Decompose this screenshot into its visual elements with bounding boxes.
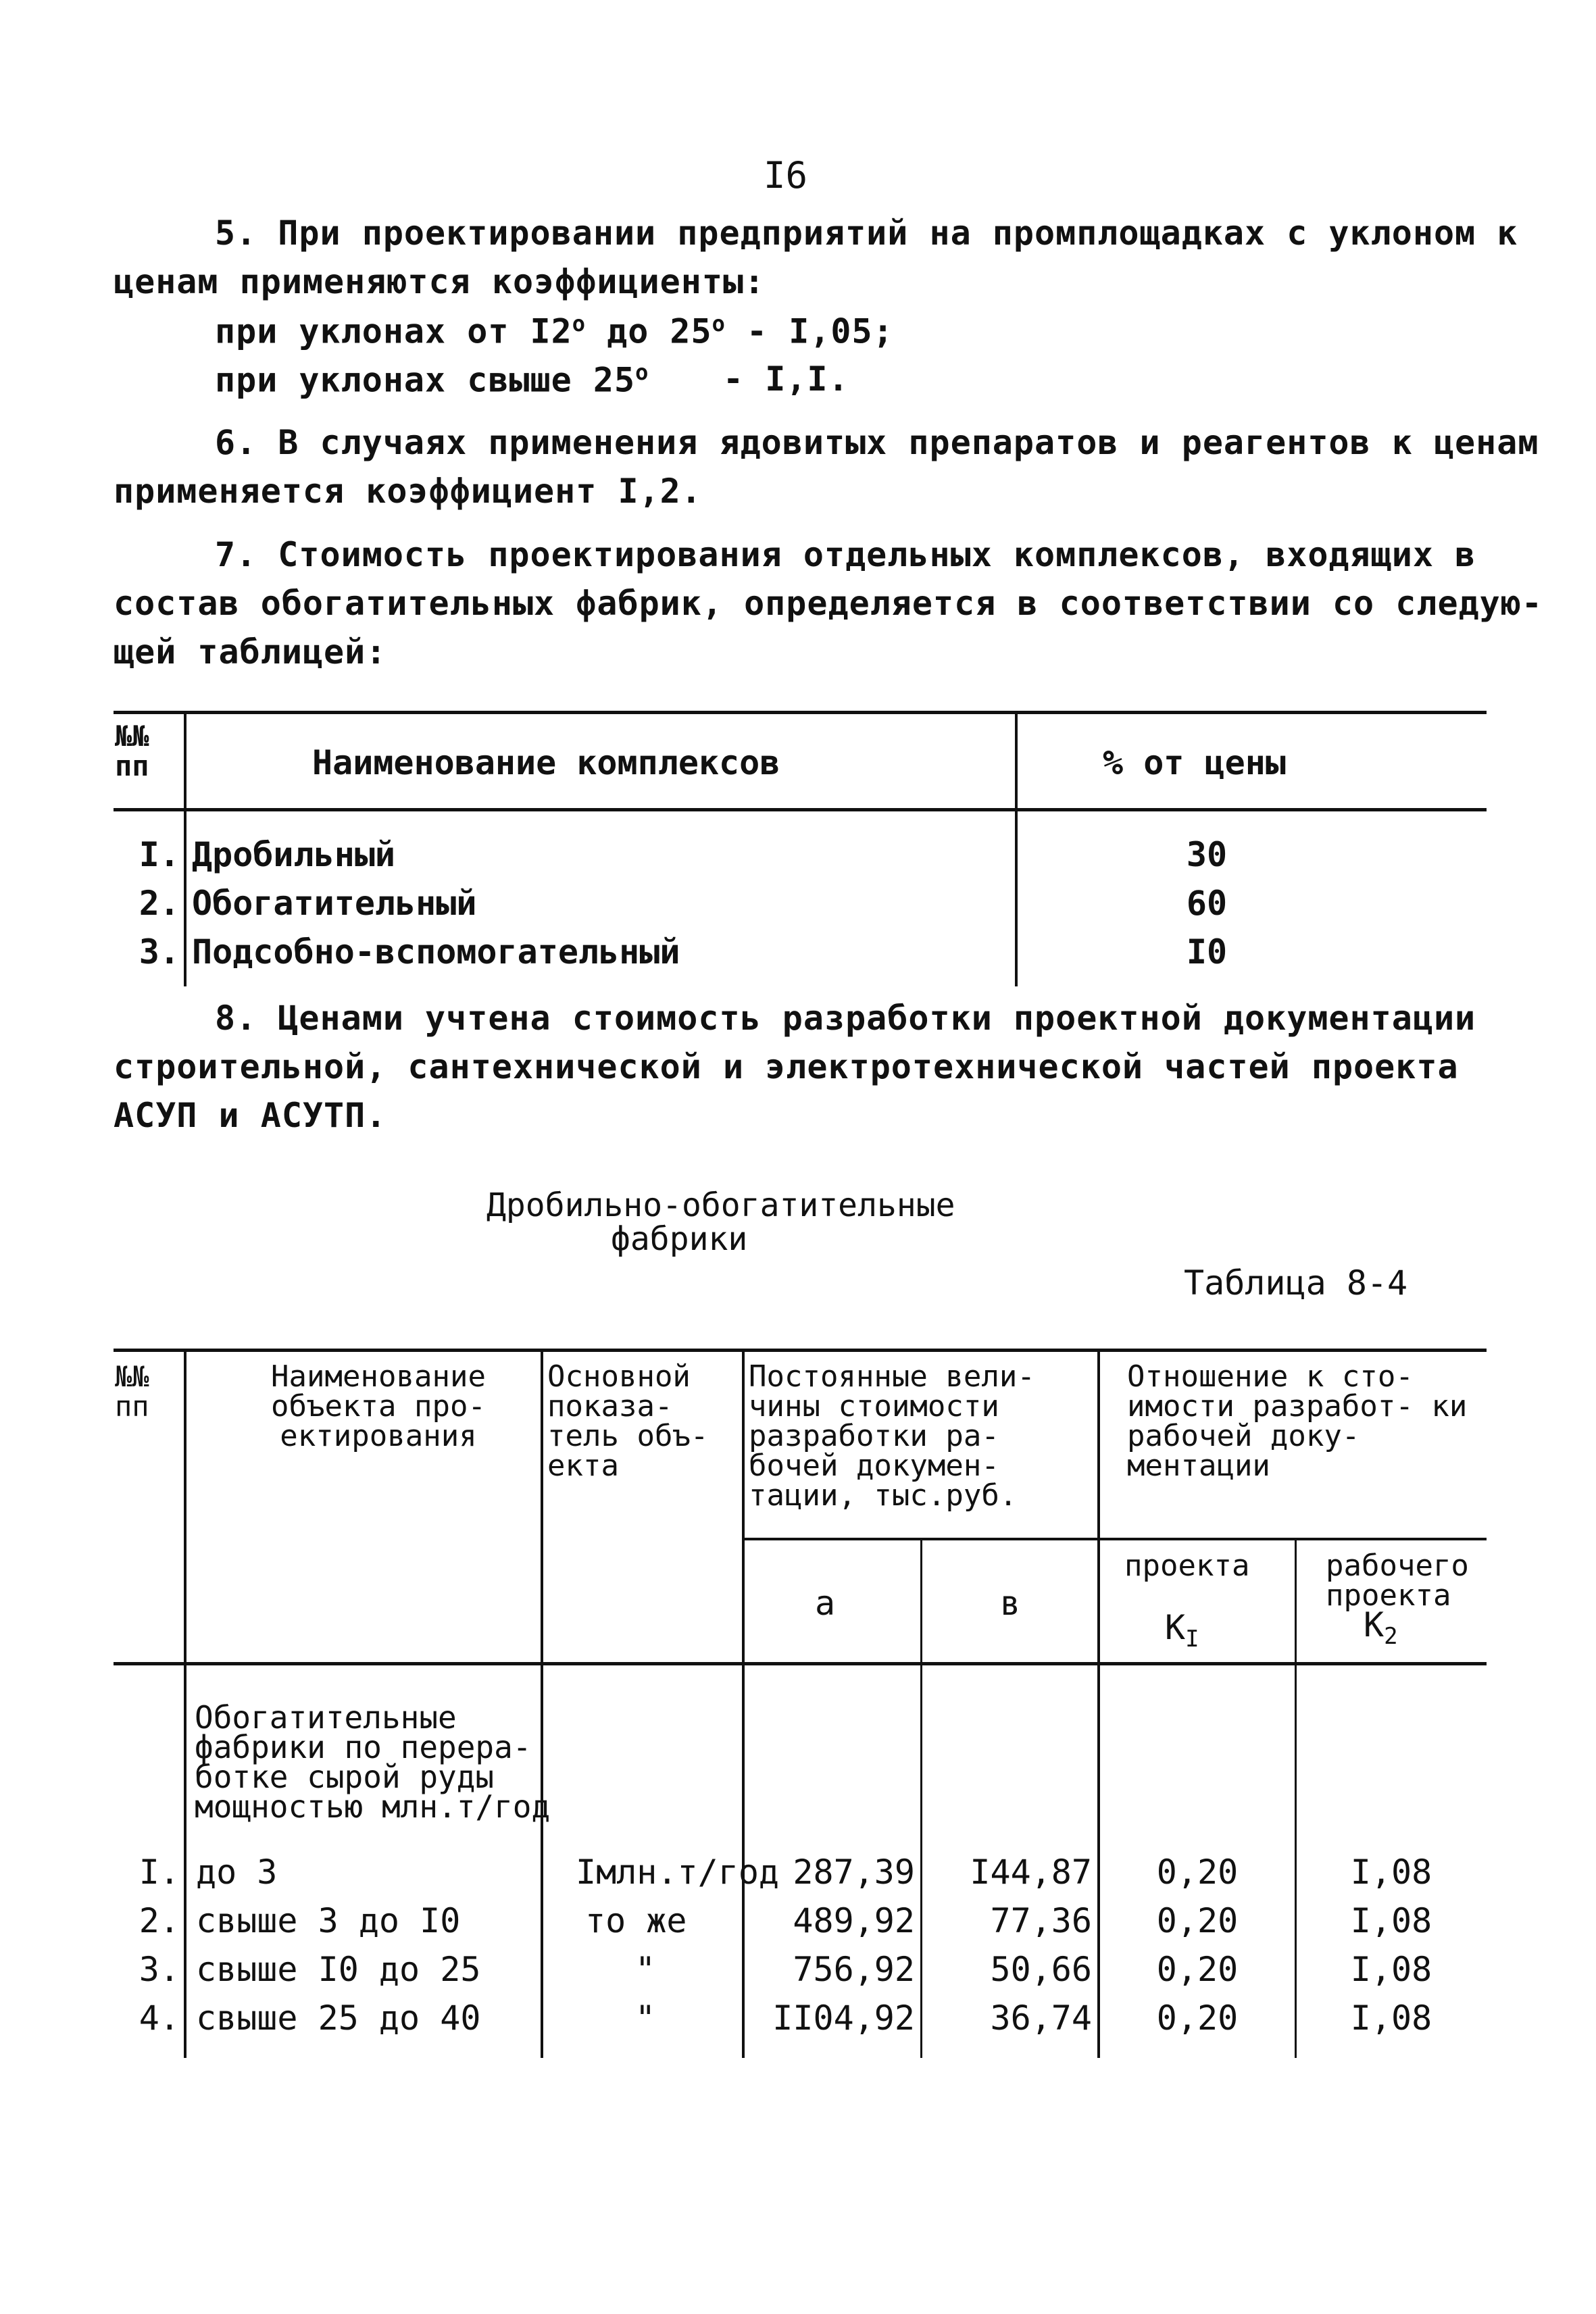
page-number: I6	[764, 154, 808, 197]
section-title-line2: фабрики	[611, 1220, 748, 1258]
table2-col-divider-5	[1097, 1349, 1100, 2058]
table2-header-k2	[1364, 1605, 1398, 1650]
table2-row-b: 36,74	[990, 1998, 1092, 2038]
k2-subscript: 2	[1384, 1623, 1398, 1650]
table2-row-num: 3.	[139, 1950, 180, 1989]
table2-row-b: 50,66	[990, 1950, 1092, 1989]
table1-row-percent: 30	[1186, 835, 1228, 874]
para7-line1: 7. Стоимость проектирования отдельных комплексов, входящих в	[215, 535, 1476, 574]
table2-row-a: II04,92	[772, 1998, 915, 2038]
k1-symbol: К	[1165, 1608, 1186, 1647]
table2-row-a: 756,92	[793, 1950, 915, 1989]
k2-symbol: К	[1364, 1605, 1385, 1644]
degree-sup-3: o	[635, 359, 649, 385]
table1-row-name: Подсобно-вспомогательный	[192, 932, 680, 972]
table2-col-divider-3	[742, 1349, 745, 2058]
table2-col-divider-1	[184, 1349, 186, 2058]
para6-line1: 6. В случаях применения ядовитых препаратов и реагентов к ценам	[215, 423, 1539, 462]
para7-line3: щей таблицей:	[114, 632, 387, 672]
table1-header-rule	[114, 808, 1487, 811]
section-title-line1: Дробильно-обогатительные	[487, 1186, 955, 1224]
para5-line1: 5. При проектировании предприятий на промплощадках с уклоном к	[215, 213, 1518, 253]
para5-line2: ценам применяются коэффициенты:	[114, 262, 766, 301]
para7-line2: состав обогатительных фабрик, определяется в соответствии со следую-	[114, 584, 1543, 623]
para6-line2: применяется коэффициент I,2.	[114, 472, 702, 511]
table2-header-k2-label: рабочего проекта	[1326, 1549, 1469, 1613]
slope-text-2: при уклонах свыше 25	[215, 360, 636, 400]
table2-row-indicator: "	[635, 1950, 656, 1989]
table2-row-indicator: "	[635, 1998, 656, 2038]
table1-row-percent: 60	[1186, 884, 1228, 923]
table1-header-name: Наименование комплексов	[312, 743, 780, 782]
slope-value-2: - I,I.	[723, 359, 849, 399]
table2-top-rule	[114, 1349, 1487, 1352]
table2-header-rule	[114, 1662, 1487, 1665]
table1-row-name: Обогатительный	[192, 884, 477, 923]
table2-header-constant: Постоянные вели- чины стоимости разработки ра- бочей докумен- тации, тыс.руб.	[749, 1359, 1035, 1513]
table2-col-divider-4	[920, 1538, 922, 2058]
table1-top-rule	[114, 711, 1487, 714]
para5-line3	[215, 311, 894, 351]
header-num-line1: №№	[115, 720, 149, 753]
table2-row-a: 489,92	[793, 1901, 915, 1940]
para5-line4	[215, 359, 649, 400]
table2-row-k1: 0,20	[1156, 1901, 1239, 1940]
table1-row-num: I.	[139, 835, 180, 874]
table2-row-k2: I,08	[1350, 1853, 1432, 1892]
slope-mid: до 25	[586, 311, 712, 351]
table2-header-k1-label: проекта	[1124, 1549, 1250, 1583]
header-num-line2: пп	[115, 749, 149, 782]
table2-row-indicator: Iмлн.т/год	[576, 1853, 780, 1892]
table2-row-a: 287,39	[793, 1853, 915, 1892]
slope-text-1: при уклонах от I2	[215, 311, 572, 351]
para8-line1: 8. Ценами учтена стоимость разработки проектной документации	[215, 999, 1476, 1038]
table2-row-name: свыше 3 до I0	[196, 1901, 461, 1940]
table2-header-ratio: Отношение к сто- имости разработ- ки рабочей доку- ментации	[1127, 1359, 1468, 1483]
table2-row-num: I.	[139, 1853, 180, 1892]
para8-line2: строительной, сантехнической и электротехнической частей проекта	[114, 1047, 1459, 1086]
table2-row-k1: 0,20	[1156, 1998, 1239, 2038]
table2-header-b: в	[1000, 1584, 1021, 1623]
table2-header-k1	[1165, 1608, 1199, 1653]
table2-row-k1: 0,20	[1156, 1950, 1239, 1989]
table1-row-name: Дробильный	[192, 835, 396, 874]
table1-row-num: 3.	[139, 932, 180, 972]
table1-row-num: 2.	[139, 884, 180, 923]
table2-header-indicator: Основной показа- тель объ- екта	[547, 1359, 709, 1483]
degree-sup-1: o	[572, 311, 587, 336]
table2-row-k2: I,08	[1350, 1998, 1432, 2038]
k1-subscript: I	[1185, 1626, 1199, 1653]
table2-row-name: свыше I0 до 25	[196, 1950, 481, 1989]
table1-header-percent: % от цены	[1103, 743, 1286, 782]
table2-subheader-rule	[742, 1538, 1487, 1540]
table2-header-a: а	[815, 1584, 836, 1623]
table-label: Таблица 8-4	[1184, 1263, 1408, 1303]
table2-group-title: Обогатительные фабрики по перера- ботке сырой руды мощностью млн.т/год	[195, 1699, 551, 1825]
table1-header-num	[115, 722, 149, 781]
table2-row-k1: 0,20	[1156, 1853, 1239, 1892]
table2-row-k2: I,08	[1350, 1950, 1432, 1989]
table2-row-indicator: то же	[585, 1901, 687, 1940]
table2-row-num: 2.	[139, 1901, 180, 1940]
para8-line3: АСУП и АСУТП.	[114, 1096, 387, 1135]
table1-row-percent: I0	[1186, 932, 1228, 972]
table2-row-k2: I,08	[1350, 1901, 1432, 1940]
slope-value-1: - I,05;	[725, 311, 894, 351]
degree-sup-2: o	[712, 311, 726, 336]
table1-col-divider-1	[184, 711, 186, 986]
table2-row-num: 4.	[139, 1998, 180, 2038]
table2-header-num: №№ пп	[115, 1360, 149, 1423]
table2-row-name: до 3	[196, 1853, 278, 1892]
table2-row-b: I44,87	[970, 1853, 1092, 1892]
table2-row-name: свыше 25 до 40	[196, 1998, 481, 2038]
table2-header-object: Наименование объекта про- ектирования	[271, 1359, 486, 1453]
table2-col-divider-6	[1295, 1538, 1297, 2058]
table2-row-b: 77,36	[990, 1901, 1092, 1940]
